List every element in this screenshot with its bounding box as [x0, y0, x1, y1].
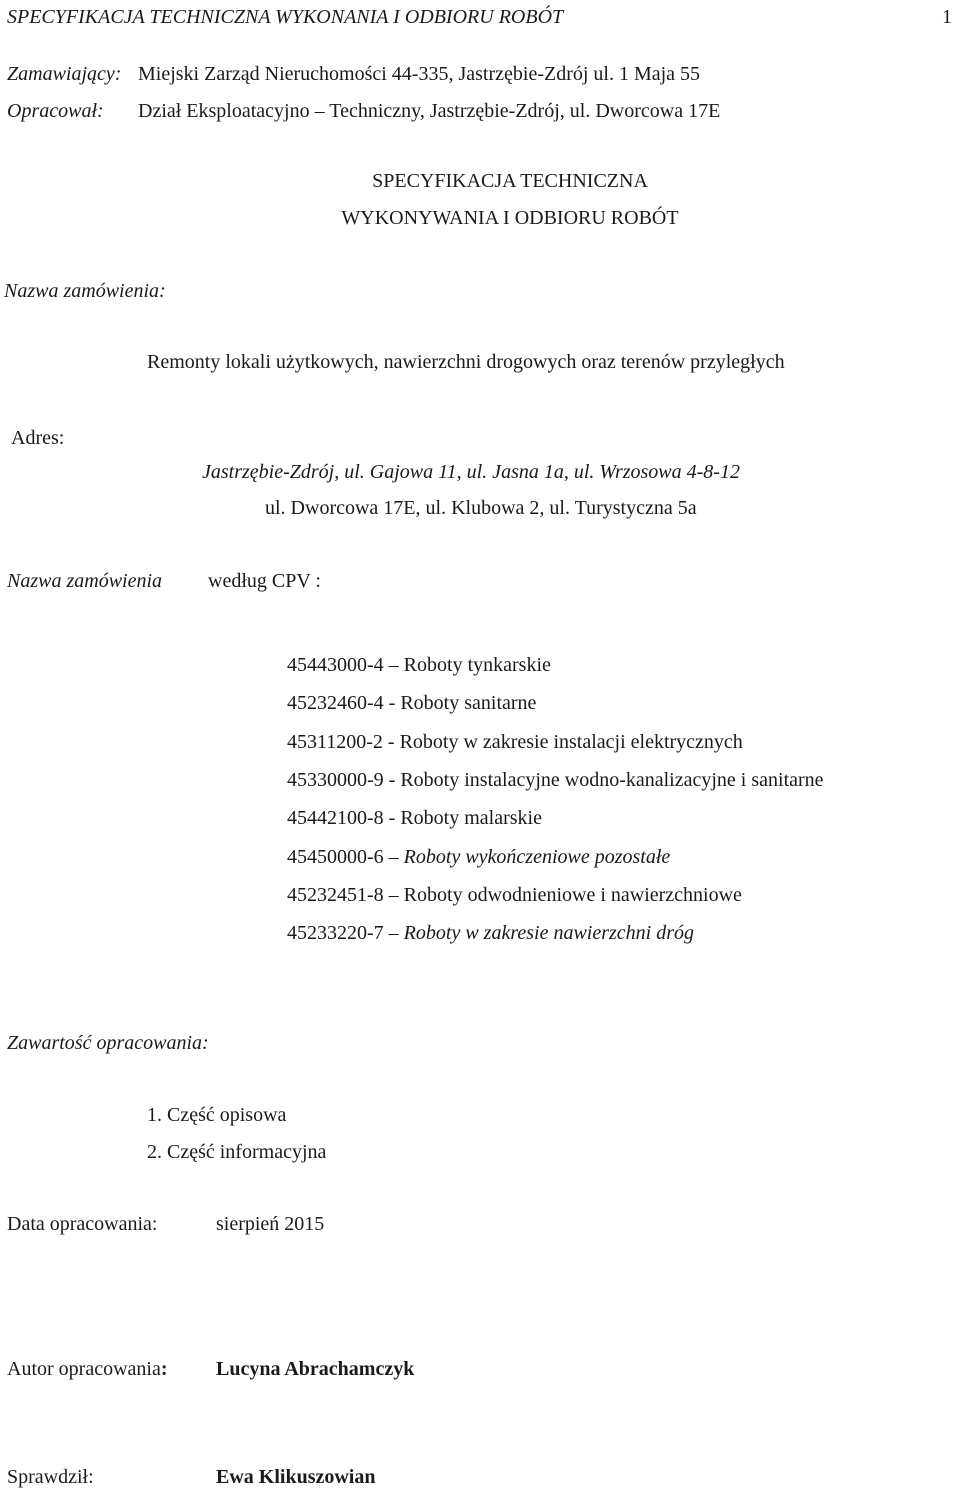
- cpv-item: [287, 845, 670, 869]
- cpv-code: 45330000-9: [287, 768, 384, 791]
- cpv-item: [287, 653, 551, 677]
- address-line1: Jastrzębie-Zdrój, ul. Gajowa 11, ul. Jasna 1a, ul. Wrzosowa 4-8-12: [202, 461, 740, 483]
- cpv-code: 45232460-4: [287, 692, 384, 715]
- doc-title-line1: SPECYFIKACJA TECHNICZNA: [372, 170, 648, 192]
- cpv-code: 45233220-7: [287, 922, 384, 945]
- cpv-item: [287, 883, 742, 907]
- contents-label: Zawartość opracowania:: [7, 1032, 209, 1054]
- cpv-separator: –: [383, 654, 404, 676]
- cpv-code: 45232451-8: [287, 883, 384, 906]
- cpv-item: [287, 768, 824, 792]
- author-label: [7, 1357, 168, 1381]
- checked-label: Sprawdził:: [7, 1466, 94, 1488]
- contents-item: 1. Część opisowa: [147, 1104, 287, 1126]
- prepared-label: Opracował:: [7, 100, 104, 122]
- date-value: sierpień 2015: [216, 1213, 325, 1235]
- date-label: Data opracowania:: [7, 1213, 158, 1235]
- doc-title-line2: WYKONYWANIA I ODBIORU ROBÓT: [341, 207, 679, 229]
- cpv-description: Roboty odwodnieniowe i nawierzchniowe: [403, 883, 742, 906]
- cpv-separator: -: [383, 692, 401, 715]
- cpv-description: Roboty tynkarskie: [403, 654, 551, 676]
- cpv-separator: –: [383, 922, 404, 945]
- cpv-code: 45442100-8: [287, 807, 384, 830]
- cpv-code: 45311200-2: [287, 730, 383, 753]
- client-label: Zamawiający:: [7, 63, 122, 85]
- cpv-separator: -: [383, 768, 401, 791]
- order-name-value: Remonty lokali użytkowych, nawierzchni drogowych oraz terenów przyległych: [147, 351, 785, 373]
- cpv-description: Roboty malarskie: [400, 807, 542, 830]
- address-label: Adres:: [11, 427, 65, 449]
- address-line2: ul. Dworcowa 17E, ul. Klubowa 2, ul. Turystyczna 5a: [265, 497, 697, 519]
- cpv-description: Roboty instalacyjne wodno-kanalizacyjne i sanitarne: [400, 768, 824, 791]
- cpv-description: Roboty wykończeniowe pozostałe: [403, 845, 671, 868]
- cpv-description: Roboty sanitarne: [400, 692, 537, 715]
- cpv-code: 45443000-4: [287, 654, 384, 676]
- page-number: 1: [942, 6, 952, 28]
- checked-value: Ewa Klikuszowian: [216, 1466, 376, 1488]
- author-label-colon: :: [160, 1358, 168, 1380]
- order-name-label: Nazwa zamówienia:: [4, 280, 166, 302]
- author-value: Lucyna Abrachamczyk: [216, 1358, 415, 1380]
- contents-item: 2. Część informacyjna: [147, 1141, 327, 1163]
- client-value: Miejski Zarząd Nieruchomości 44-335, Jastrzębie-Zdrój ul. 1 Maja 55: [138, 63, 701, 85]
- cpv-item: [287, 921, 694, 945]
- cpv-description: Roboty w zakresie nawierzchni dróg: [403, 922, 695, 945]
- cpv-separator: -: [383, 807, 401, 830]
- cpv-label-suffix: według CPV :: [208, 570, 321, 592]
- running-title: SPECYFIKACJA TECHNICZNA WYKONANIA I ODBIORU ROBÓT: [7, 6, 564, 28]
- cpv-item: [287, 806, 542, 830]
- cpv-code: 45450000-6: [287, 845, 384, 868]
- cpv-label: Nazwa zamówienia: [7, 570, 163, 592]
- cpv-item: [287, 691, 536, 715]
- cpv-separator: –: [383, 845, 404, 868]
- author-label-text: Autor opracowania: [7, 1358, 161, 1380]
- cpv-item: [287, 730, 743, 754]
- cpv-separator: –: [383, 883, 404, 906]
- prepared-value: Dział Eksploatacyjno – Techniczny, Jastrzębie-Zdrój, ul. Dworcowa 17E: [138, 100, 721, 122]
- cpv-separator: -: [382, 730, 400, 753]
- cpv-description: Roboty w zakresie instalacji elektrycznych: [399, 730, 743, 753]
